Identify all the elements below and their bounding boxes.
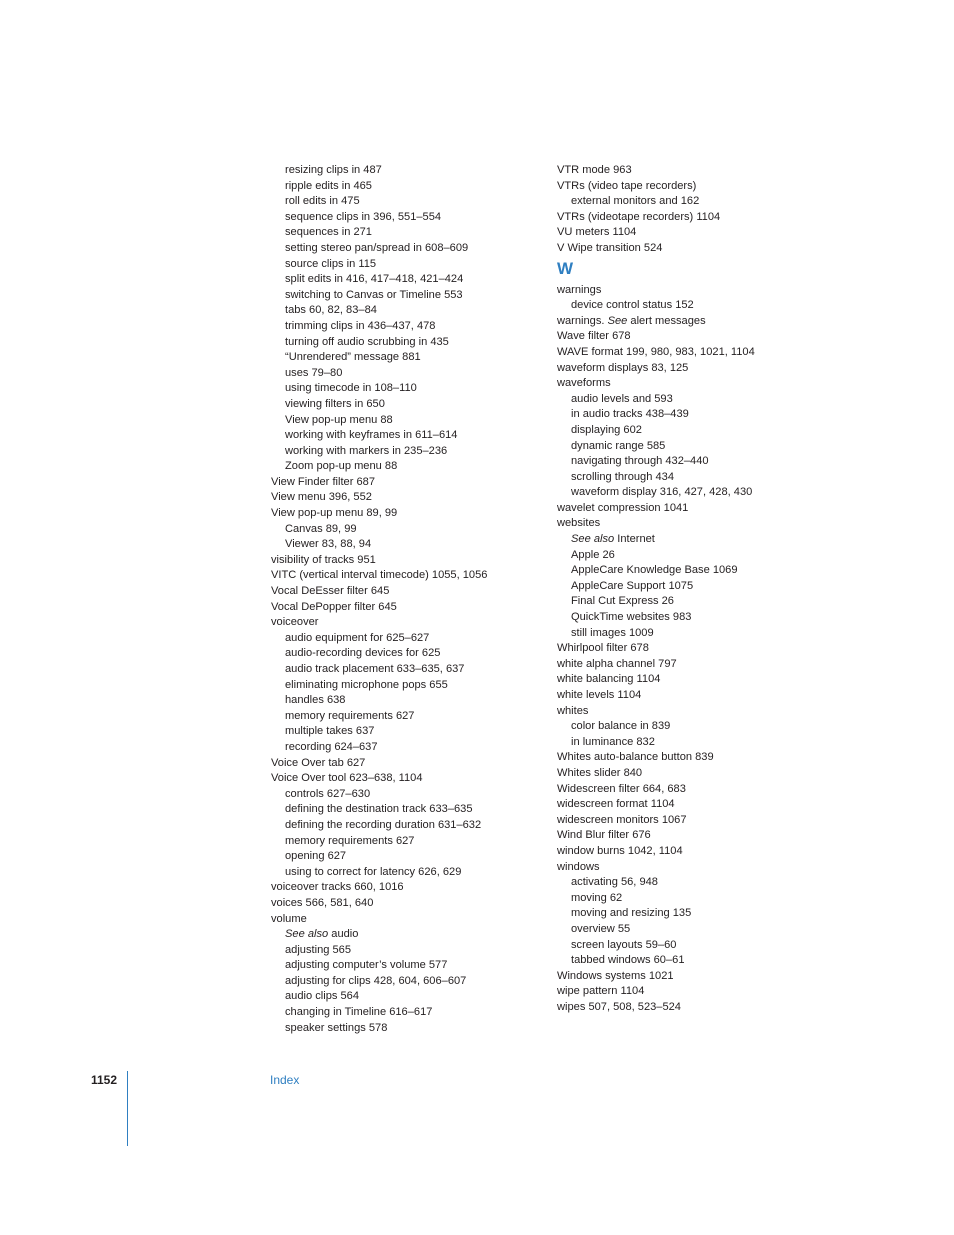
footer-divider bbox=[127, 1071, 128, 1146]
index-entry bbox=[557, 969, 787, 985]
index-subentry bbox=[271, 272, 541, 288]
index-subentry bbox=[271, 335, 541, 351]
entry-text: white balancing 1104 bbox=[557, 673, 661, 686]
index-entry bbox=[271, 553, 541, 569]
index-subentry bbox=[271, 1005, 541, 1021]
entry-text: source clips in 115 bbox=[285, 257, 377, 270]
entry-text: “Unrendered” message 881 bbox=[285, 351, 421, 364]
index-subentry bbox=[557, 938, 787, 954]
index-subentry bbox=[271, 537, 541, 553]
index-subentry bbox=[271, 802, 541, 818]
index-subentry bbox=[557, 922, 787, 938]
entry-text: AppleCare Support 1075 bbox=[571, 579, 694, 592]
index-entry bbox=[557, 179, 787, 195]
entry-text: multiple takes 637 bbox=[285, 725, 375, 738]
index-entry bbox=[557, 688, 787, 704]
index-subentry bbox=[271, 459, 541, 475]
index-subentry bbox=[271, 943, 541, 959]
index-column-right bbox=[557, 163, 787, 1015]
index-subentry bbox=[271, 303, 541, 319]
index-entry bbox=[557, 1000, 787, 1016]
index-entry bbox=[271, 490, 541, 506]
entry-text: window burns 1042, 1104 bbox=[557, 844, 683, 857]
entry-text: Voice Over tab 627 bbox=[271, 756, 366, 769]
index-subentry bbox=[557, 579, 787, 595]
index-subentry bbox=[271, 787, 541, 803]
entry-text: volume bbox=[271, 912, 307, 925]
see-reference: See bbox=[607, 314, 628, 327]
index-entry bbox=[271, 600, 541, 616]
entry-text: device control status 152 bbox=[571, 299, 694, 312]
index-subentry bbox=[557, 548, 787, 564]
index-subentry bbox=[557, 485, 787, 501]
entry-text: warnings bbox=[557, 283, 602, 296]
entry-text: Whites slider 840 bbox=[557, 766, 643, 779]
entry-text: eliminating microphone pops 655 bbox=[285, 678, 448, 691]
entry-text: audio clips 564 bbox=[285, 990, 360, 1003]
entry-text: recording 624–637 bbox=[285, 740, 378, 753]
see-reference: See also bbox=[571, 533, 615, 546]
entry-text: controls 627–630 bbox=[285, 787, 371, 800]
index-subentry bbox=[271, 678, 541, 694]
entry-text: VTR mode 963 bbox=[557, 164, 632, 176]
entry-text: View pop-up menu 88 bbox=[285, 413, 393, 426]
entry-text: white levels 1104 bbox=[557, 689, 642, 701]
entry-text: Whirlpool filter 678 bbox=[557, 642, 649, 655]
entry-text: screen layouts 59–60 bbox=[571, 938, 677, 951]
index-entry bbox=[271, 475, 541, 491]
index-entry bbox=[557, 766, 787, 782]
index-subentry bbox=[271, 210, 541, 226]
index-entry bbox=[557, 984, 787, 1000]
entry-text: switching to Canvas or Timeline 553 bbox=[285, 288, 463, 301]
entry-text: audio levels and 593 bbox=[571, 392, 673, 405]
index-subentry bbox=[271, 225, 541, 241]
index-subentry bbox=[557, 407, 787, 423]
index-subentry bbox=[557, 953, 787, 969]
index-entry bbox=[557, 844, 787, 860]
index-subentry bbox=[557, 532, 787, 548]
entry-text: VITC (vertical interval timecode) 1055, 1056 bbox=[271, 569, 488, 582]
index-entry bbox=[557, 314, 787, 330]
entry-text: wavelet compression 1041 bbox=[557, 501, 689, 514]
entry-text: alert messages bbox=[627, 314, 706, 327]
entry-text: View pop-up menu 89, 99 bbox=[271, 507, 398, 520]
entry-text: V Wipe transition 524 bbox=[557, 241, 663, 254]
index-entry bbox=[557, 750, 787, 766]
entry-text: QuickTime websites 983 bbox=[571, 611, 692, 624]
entry-text: moving and resizing 135 bbox=[571, 907, 692, 920]
entry-text: Voice Over tool 623–638, 1104 bbox=[271, 772, 423, 785]
index-subentry bbox=[271, 740, 541, 756]
index-subentry bbox=[557, 891, 787, 907]
index-entry bbox=[557, 329, 787, 345]
index-subentry bbox=[557, 423, 787, 439]
index-subentry bbox=[271, 865, 541, 881]
entry-text: defining the destination track 633–635 bbox=[285, 803, 473, 816]
entry-text: voices 566, 581, 640 bbox=[271, 896, 374, 909]
index-subentry bbox=[271, 849, 541, 865]
entry-text: WAVE format 199, 980, 983, 1021, 1104 bbox=[557, 345, 755, 358]
entry-text: voiceover bbox=[271, 616, 319, 629]
entry-text: AppleCare Knowledge Base 1069 bbox=[571, 564, 738, 577]
index-subentry bbox=[271, 428, 541, 444]
entry-text: widescreen monitors 1067 bbox=[557, 813, 687, 826]
entry-text: waveforms bbox=[557, 377, 611, 390]
index-subentry bbox=[271, 288, 541, 304]
entry-text: Vocal DePopper filter 645 bbox=[271, 600, 397, 613]
index-subentry bbox=[557, 298, 787, 314]
entry-text: VTRs (video tape recorders) bbox=[557, 179, 697, 192]
index-subentry bbox=[271, 319, 541, 335]
index-entry bbox=[271, 912, 541, 928]
section-title: Index bbox=[270, 1073, 300, 1087]
entry-text: uses 79–80 bbox=[285, 366, 343, 379]
entry-text: using to correct for latency 626, 629 bbox=[285, 865, 462, 878]
entry-text: tabbed windows 60–61 bbox=[571, 954, 685, 967]
entry-text: resizing clips in 487 bbox=[285, 164, 382, 176]
entry-text: adjusting computer’s volume 577 bbox=[285, 959, 448, 972]
entry-text: opening 627 bbox=[285, 850, 347, 863]
index-subentry bbox=[271, 350, 541, 366]
index-subentry bbox=[557, 610, 787, 626]
index-entry bbox=[271, 771, 541, 787]
entry-text: websites bbox=[557, 517, 601, 530]
index-entry bbox=[557, 361, 787, 377]
entry-text: white alpha channel 797 bbox=[557, 657, 677, 670]
index-subentry bbox=[557, 594, 787, 610]
entry-text: Wave filter 678 bbox=[557, 330, 631, 343]
entry-text: adjusting for clips 428, 604, 606–607 bbox=[285, 974, 467, 987]
entry-text: moving 62 bbox=[571, 891, 623, 904]
index-entry bbox=[557, 813, 787, 829]
entry-text: whites bbox=[557, 704, 589, 717]
index-subentry bbox=[271, 194, 541, 210]
index-subentry bbox=[271, 413, 541, 429]
entry-text: using timecode in 108–110 bbox=[285, 382, 417, 395]
entry-text: adjusting 565 bbox=[285, 943, 351, 956]
entry-text: handles 638 bbox=[285, 694, 346, 707]
entry-text: audio equipment for 625–627 bbox=[285, 631, 430, 644]
index-subentry bbox=[271, 834, 541, 850]
entry-text: displaying 602 bbox=[571, 423, 642, 436]
index-entry bbox=[557, 283, 787, 299]
page-number: 1152 bbox=[91, 1073, 118, 1087]
entry-text: defining the recording duration 631–632 bbox=[285, 818, 482, 831]
entry-text: View menu 396, 552 bbox=[271, 491, 372, 504]
entry-text: trimming clips in 436–437, 478 bbox=[285, 319, 436, 332]
index-entry bbox=[271, 506, 541, 522]
index-entry bbox=[557, 210, 787, 226]
index-subentry bbox=[271, 974, 541, 990]
index-subentry bbox=[557, 719, 787, 735]
index-entry bbox=[271, 615, 541, 631]
entry-text: Internet bbox=[614, 533, 655, 546]
index-column-left bbox=[271, 163, 541, 1036]
index-subentry bbox=[271, 958, 541, 974]
index-subentry bbox=[557, 392, 787, 408]
index-entry bbox=[271, 896, 541, 912]
entry-text: wipe pattern 1104 bbox=[557, 985, 645, 998]
entry-text: memory requirements 627 bbox=[285, 834, 415, 847]
entry-text: audio track placement 633–635, 637 bbox=[285, 663, 465, 675]
index-entry bbox=[557, 641, 787, 657]
entry-text: voiceover tracks 660, 1016 bbox=[271, 881, 404, 894]
index-subentry bbox=[271, 662, 541, 678]
index-subentry bbox=[271, 724, 541, 740]
index-subentry bbox=[557, 439, 787, 455]
entry-text: visibility of tracks 951 bbox=[271, 553, 376, 566]
entry-text: widescreen format 1104 bbox=[557, 798, 675, 811]
entry-text: Wind Blur filter 676 bbox=[557, 829, 651, 842]
entry-text: Zoom pop-up menu 88 bbox=[285, 460, 398, 473]
index-entry bbox=[557, 860, 787, 876]
entry-text: audio bbox=[328, 928, 359, 941]
entry-text: memory requirements 627 bbox=[285, 709, 415, 722]
entry-text: Viewer 83, 88, 94 bbox=[285, 538, 372, 551]
index-entry bbox=[557, 376, 787, 392]
entry-text: activating 56, 948 bbox=[571, 876, 658, 889]
index-entry bbox=[271, 880, 541, 896]
index-subentry bbox=[557, 875, 787, 891]
index-entry bbox=[557, 782, 787, 798]
index-entry bbox=[557, 345, 787, 361]
index-subentry bbox=[271, 241, 541, 257]
index-subentry bbox=[557, 194, 787, 210]
entry-text: dynamic range 585 bbox=[571, 439, 666, 452]
index-entry bbox=[271, 568, 541, 584]
index-entry bbox=[557, 672, 787, 688]
entry-text: navigating through 432–440 bbox=[571, 455, 709, 468]
index-subentry bbox=[557, 470, 787, 486]
entry-text: split edits in 416, 417–418, 421–424 bbox=[285, 273, 464, 286]
entry-text: View Finder filter 687 bbox=[271, 475, 376, 488]
index-entry bbox=[557, 516, 787, 532]
entry-text: scrolling through 434 bbox=[571, 470, 674, 483]
index-entry bbox=[557, 501, 787, 517]
index-subentry bbox=[557, 563, 787, 579]
index-entry bbox=[557, 797, 787, 813]
entry-text: VU meters 1104 bbox=[557, 226, 637, 239]
entry-text: wipes 507, 508, 523–524 bbox=[557, 1000, 681, 1013]
entry-text: still images 1009 bbox=[571, 626, 654, 639]
index-subentry bbox=[271, 381, 541, 397]
entry-text: audio-recording devices for 625 bbox=[285, 647, 441, 660]
entry-text: overview 55 bbox=[571, 922, 631, 935]
index-subentry bbox=[271, 1021, 541, 1037]
entry-text: working with keyframes in 611–614 bbox=[285, 429, 458, 442]
see-reference: See also bbox=[285, 928, 329, 941]
entry-text: Whites auto-balance button 839 bbox=[557, 751, 714, 764]
index-subentry bbox=[271, 693, 541, 709]
index-subentry bbox=[271, 257, 541, 273]
index-entry bbox=[271, 756, 541, 772]
entry-text: ripple edits in 465 bbox=[285, 179, 372, 192]
index-subentry bbox=[271, 646, 541, 662]
index-subentry bbox=[271, 366, 541, 382]
entry-text: speaker settings 578 bbox=[285, 1021, 388, 1034]
entry-text: sequence clips in 396, 551–554 bbox=[285, 210, 442, 223]
entry-text: Apple 26 bbox=[571, 548, 615, 561]
entry-text: setting stereo pan/spread in 608–609 bbox=[285, 241, 469, 254]
entry-text: working with markers in 235–236 bbox=[285, 444, 448, 457]
index-entry bbox=[557, 225, 787, 241]
entry-text: in audio tracks 438–439 bbox=[571, 408, 689, 421]
entry-prefix: warnings. bbox=[557, 314, 608, 327]
index-subentry bbox=[557, 735, 787, 751]
index-subentry bbox=[271, 444, 541, 460]
entry-text: turning off audio scrubbing in 435 bbox=[285, 335, 449, 348]
entry-text: in luminance 832 bbox=[571, 735, 655, 748]
index-entry bbox=[557, 657, 787, 673]
entry-text: windows bbox=[557, 860, 600, 873]
entry-text: Windows systems 1021 bbox=[557, 969, 674, 982]
entry-text: roll edits in 475 bbox=[285, 195, 360, 208]
index-subentry bbox=[271, 522, 541, 538]
entry-text: waveform display 316, 427, 428, 430 bbox=[571, 486, 753, 499]
index-entry bbox=[557, 163, 787, 179]
index-subentry bbox=[271, 818, 541, 834]
index-subentry bbox=[271, 179, 541, 195]
index-entry bbox=[557, 828, 787, 844]
index-subentry bbox=[271, 927, 541, 943]
index-letter-heading: W bbox=[557, 258, 574, 278]
index-subentry bbox=[557, 906, 787, 922]
index-entry bbox=[271, 584, 541, 600]
entry-text: external monitors and 162 bbox=[571, 195, 700, 208]
index-entry bbox=[557, 241, 787, 257]
index-subentry bbox=[271, 989, 541, 1005]
index-subentry bbox=[271, 631, 541, 647]
entry-text: Vocal DeEsser filter 645 bbox=[271, 585, 390, 598]
entry-text: viewing filters in 650 bbox=[285, 397, 385, 410]
entry-text: Widescreen filter 664, 683 bbox=[557, 782, 686, 795]
entry-text: color balance in 839 bbox=[571, 720, 671, 733]
entry-text: changing in Timeline 616–617 bbox=[285, 1006, 433, 1019]
index-subentry bbox=[271, 163, 541, 179]
entry-text: tabs 60, 82, 83–84 bbox=[285, 304, 377, 317]
entry-text: Final Cut Express 26 bbox=[571, 595, 674, 608]
entry-text: waveform displays 83, 125 bbox=[557, 361, 689, 374]
index-subentry bbox=[271, 709, 541, 725]
index-subentry bbox=[271, 397, 541, 413]
entry-text: VTRs (videotape recorders) 1104 bbox=[557, 210, 721, 223]
entry-text: sequences in 271 bbox=[285, 226, 372, 239]
index-subentry bbox=[557, 626, 787, 642]
entry-text: Canvas 89, 99 bbox=[285, 522, 357, 535]
index-entry bbox=[557, 704, 787, 720]
index-subentry bbox=[557, 454, 787, 470]
